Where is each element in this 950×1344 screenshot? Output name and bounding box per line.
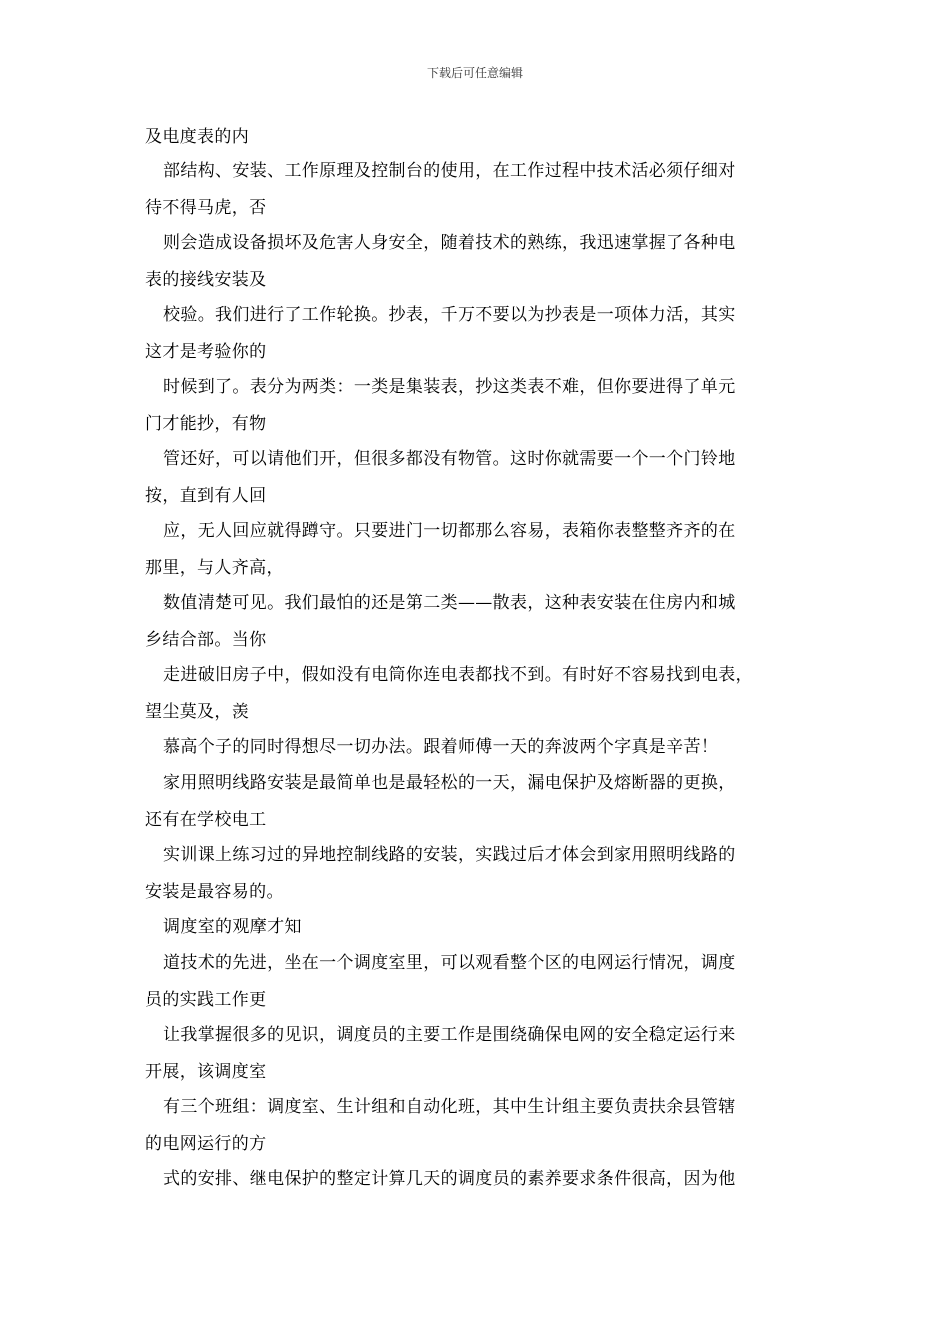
text-line: 管还好，可以请他们开，但很多都没有物管。这时你就需要一个一个门铃地 [163,449,736,469]
text-line: 望尘莫及，羡 [145,702,250,722]
text-line: 表的接线安装及 [145,270,267,290]
text-line: 开展，该调度室 [145,1062,267,1082]
text-line: 时候到了。表分为两类：一类是集装表，抄这类表不难，但你要进得了单元 [163,377,736,397]
text-line: 门才能抄，有物 [145,414,267,434]
text-line: 校验。我们进行了工作轮换。抄表，千万不要以为抄表是一项体力活，其实 [163,305,736,325]
text-line: 应，无人回应就得蹲守。只要进门一切都那么容易，表箱你表整整齐齐的在 [163,521,736,541]
text-line: 道技术的先进，坐在一个调度室里，可以观看整个区的电网运行情况，调度 [163,953,736,973]
text-line: 按，直到有人回 [145,486,267,506]
text-line: 那里，与人齐高， [145,558,284,578]
text-line: 这才是考验你的 [145,342,267,362]
text-line: 则会造成设备损坏及危害人身安全，随着技术的熟练，我迅速掌握了各种电 [163,233,736,253]
text-line: 式的安排、继电保护的整定计算几天的调度员的素养要求条件很高，因为他 [163,1169,736,1189]
page-header: 下载后可任意编辑 [426,66,523,80]
text-line: 员的实践工作更 [145,990,267,1010]
text-line: 部结构、安装、工作原理及控制台的使用，在工作过程中技术活必须仔细对 [163,161,736,181]
text-line: 家用照明线路安装是最简单也是最轻松的一天，漏电保护及熔断器的更换， [163,773,736,793]
text-line: 的电网运行的方 [145,1134,267,1154]
text-line: 还有在学校电工 [145,810,267,830]
text-line: 数值清楚可见。我们最怕的还是第二类——散表，这种表安装在住房内和城 [163,593,736,613]
text-line: 慕高个子的同时得想尽一切办法。跟着师傅一天的奔波两个字真是辛苦！ [163,737,719,757]
text-line: 调度室的观摩才知 [163,917,302,937]
text-line: 乡结合部。当你 [145,630,267,650]
text-line: 待不得马虎，否 [145,198,267,218]
text-line: 实训课上练习过的异地控制线路的安装，实践过后才体会到家用照明线路的 [163,845,736,865]
text-line: 走进破旧房子中，假如没有电筒你连电表都找不到。有时好不容易找到电表， [163,665,753,685]
text-line: 及电度表的内 [145,127,250,147]
text-line: 有三个班组：调度室、生计组和自动化班，其中生计组主要负责扶余县管辖 [163,1097,736,1117]
text-line: 安装是最容易的。 [145,882,284,902]
text-line: 让我掌握很多的见识，调度员的主要工作是围绕确保电网的安全稳定运行来 [163,1025,736,1045]
